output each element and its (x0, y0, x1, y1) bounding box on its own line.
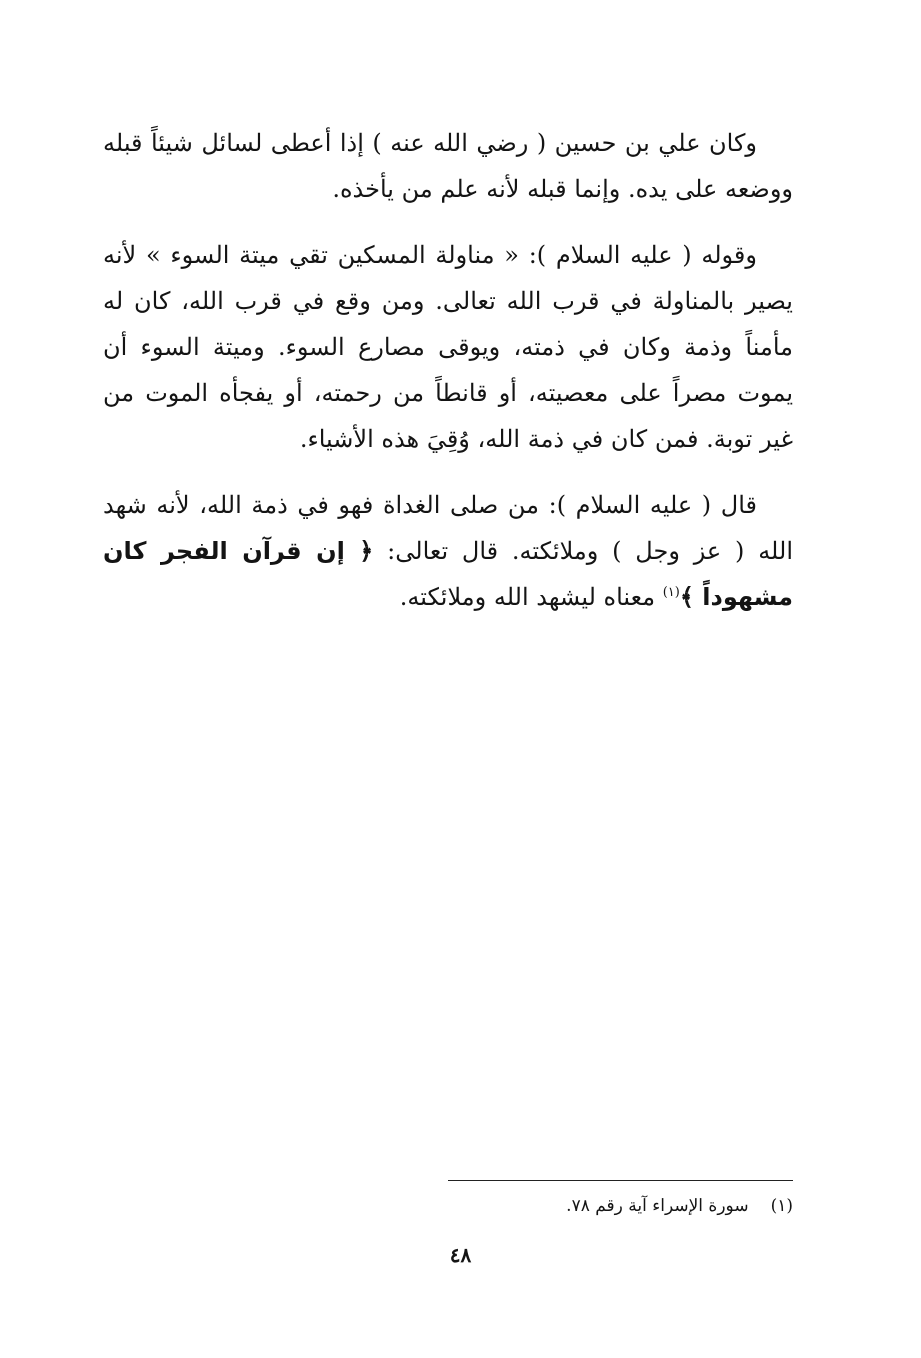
footnote-reference[interactable]: (١) (662, 585, 680, 600)
paragraph-3-text-after: معناه ليشهد الله وملائكته. (399, 583, 663, 611)
main-text (103, 120, 793, 640)
paragraph-3 (103, 482, 793, 620)
footnote-divider (448, 1180, 793, 1181)
footnote (293, 1193, 793, 1219)
quran-verse: ﴿ إن قرآن الفجر كان مشهوداً ﴾ (103, 537, 793, 611)
paragraph-2: وقوله ( عليه السلام ): « مناولة المسكين تقي ميتة السوء » لأنه يصير بالمناولة في قرب الله تعالى. ومن وقع في قرب الله، كان له مأمناً وذمة وكان في ذمته، ويوقى مصارع السوء. وميتة السوء أن يموت مصراً على معصيته، أو قانطاً من رحمته، أو يفجأه الموت من غير توبة. فمن كان في ذمة الله، وُقِيَ هذه الأشياء. (103, 241, 793, 453)
paragraph-1: وكان علي بن حسين ( رضي الله عنه ) إذا أعطى لسائل شيئاً قبله ووضعه على يده. وإنما قبله لأنه علم من يأخذه. (103, 129, 793, 203)
footnote-text: سورة الإسراء آية رقم ٧٨. (566, 1196, 749, 1216)
paragraph-3-text-before: قال ( عليه السلام ): من صلى الغداة فهو في ذمة الله، لأنه شهد الله ( عز وجل ) وملائكته. قال تعالى: (103, 491, 793, 565)
page-number: ٤٨ (449, 1243, 472, 1267)
footnote-marker: (١) (770, 1196, 793, 1216)
